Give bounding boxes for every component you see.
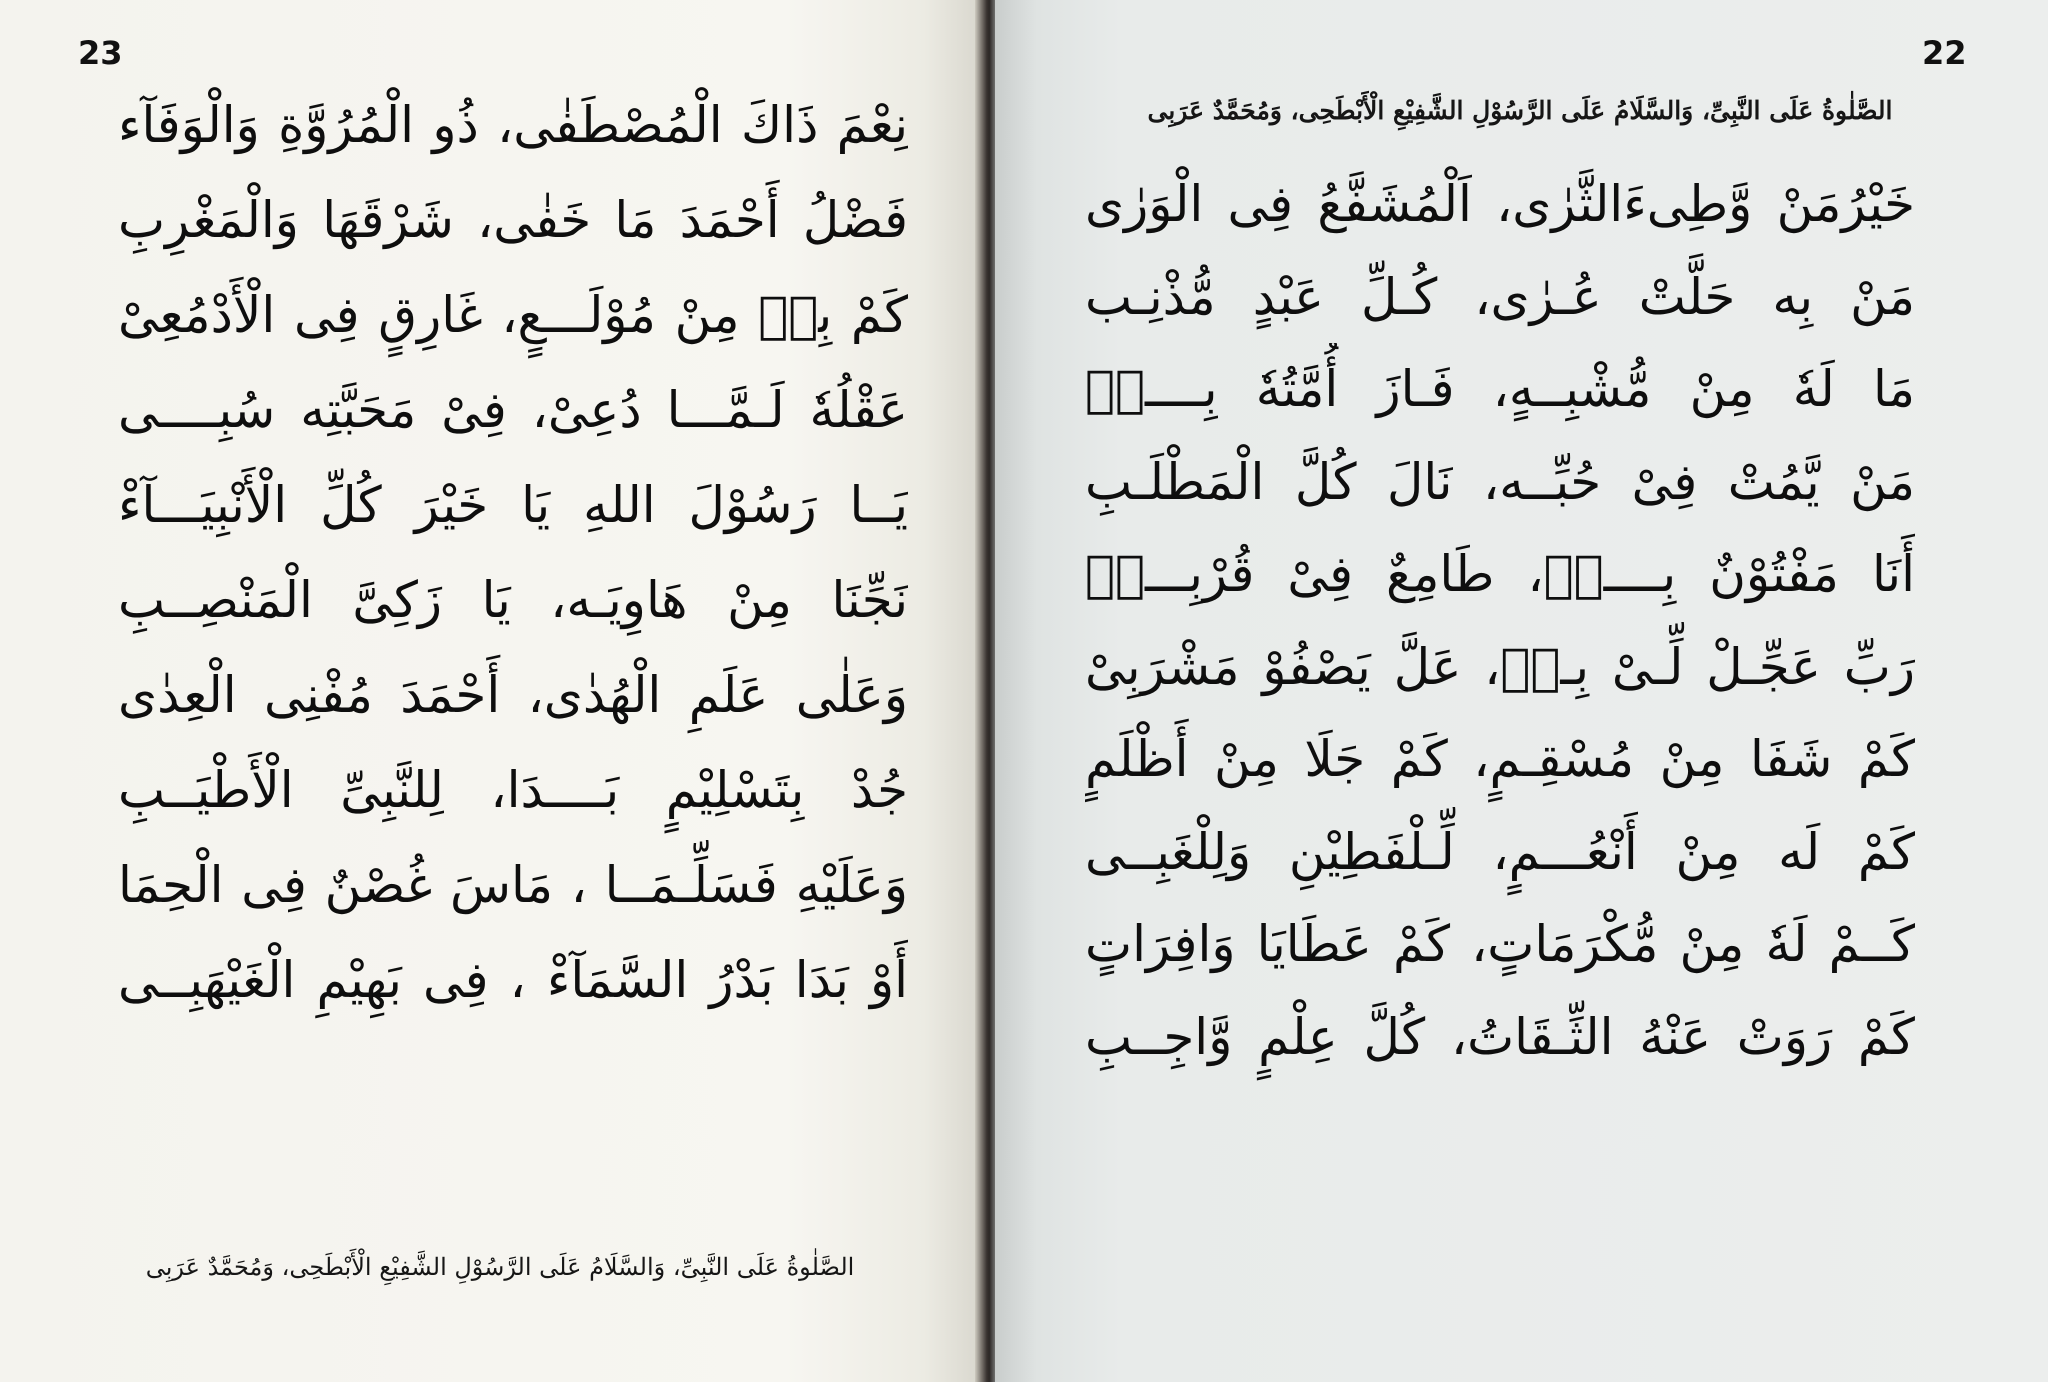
page-number-right: 22 xyxy=(1922,34,1967,72)
verse-line: رَبِّ عَجِّـلْ لِّـىْ بِـهٖ، عَلَّ يَصْفُوْ مَشْرَبِىْ xyxy=(1085,637,1915,696)
verse-line: مَنْ يَّمُتْ فِىْ حُبِّــه، نَالَ كُلَّ الْمَطْلَـبِ xyxy=(1085,452,1915,511)
verse-line: كَمْ شَفَا مِنْ مُسْقِـمٍ، كَمْ جَلَا مِنْ أَظْلَمٍ xyxy=(1085,730,1915,788)
verse-line: كَمْ لَه مِنْ أَنْعُـــمٍ، لِّـلْفَطِيْنِ وَلِلْغَبِــى xyxy=(1085,822,1915,881)
verse-line: نِعْمَ ذَاكَ الْمُصْطَفٰى، ذُو الْمُرُوَّةِ وَالْوَفَآء xyxy=(118,96,908,154)
left-page xyxy=(0,0,983,1382)
right-page-header: الصَّلٰوةُ عَلَى النَّبِىِّ، وَالسَّلَامُ عَلَى الرَّسُوْلِ الشَّفِيْعِ الْأَبْطَحِى، وَمُحَمَّدٌ عَرَبِى xyxy=(1147,96,1893,125)
left-page-footer: الصَّلٰوةُ عَلَى النَّبِىِّ، وَالسَّلَامُ عَلَى الرَّسُوْلِ الشَّفِيْعِ الْأَبْطَحِى، وَمُحَمَّدٌ عَرَبِى xyxy=(145,1253,855,1281)
verse-line: كَمْ بِهٖ مِنْ مُوْلَـــعٍ، غَارِقٍ فِى الْأَدْمُعِىْ xyxy=(118,286,908,344)
verse-line: كَمْ رَوَتْ عَنْهُ الثِّـقَاتُ، كُلَّ عِلْمٍ وَّاجِــبِ xyxy=(1085,1007,1915,1066)
left-page-verses xyxy=(118,78,908,1028)
verse-line: كَــمْ لَهٗ مِنْ مُّكْرَمَاتٍ، كَمْ عَطَايَا وَافِرَاتٍ xyxy=(1085,915,1915,973)
page-number-left: 23 xyxy=(78,34,123,72)
right-page-verses xyxy=(1085,158,1915,1083)
verse-line: خَيْرُمَنْ وَّطِىءَالثَّرٰى، اَلْمُشَفَّعُ فِى الْوَرٰى xyxy=(1085,175,1915,233)
verse-line: مَنْ بِه حَلَّتْ عُـرٰى، كُـلِّ عَبْدٍ مُّذْنِـب xyxy=(1085,267,1915,326)
verse-line: وَعَلَيْهِ فَسَلِّـمَــا ، مَاسَ غُصْنٌ فِى الْحِمَا xyxy=(118,856,908,914)
verse-line: فَضْلُ أَحْمَدَ مَا خَفٰى، شَرْقَهَا وَالْمَغْرِبِ xyxy=(118,191,908,249)
verse-line: أَوْ بَدَا بَدْرُ السَّمَآءْ ، فِى بَهِيْمِ الْغَيْهَبِــى xyxy=(118,951,908,1009)
verse-line: عَقْلُهٗ لَـمَّـــا دُعِىْ، فِىْ مَحَبَّتِه سُبِــــى xyxy=(118,381,908,439)
verse-line: يَــا رَسُوْلَ اللهِ يَا خَيْرَ كُلِّ الْأَنْبِيَـــآءْ xyxy=(118,476,908,534)
verse-line: مَا لَهٗ مِنْ مُّشْبِــهٍ، فَـازَ أُمَّتُهٗ بِــــهٖ xyxy=(1085,360,1915,418)
verse-line: أَنَا مَفْتُوْنٌ بِــــهٖ، طَامِعٌ فِىْ قُرْبِـــهٖ xyxy=(1085,545,1915,603)
verse-line: نَجِّنَا مِنْ هَاوِيَـه، يَا زَكِىَّ الْمَنْصِــبِ xyxy=(118,571,908,629)
verse-line: وَعَلٰى عَلَمِ الْهُدٰى، أَحْمَدَ مُفْنِى الْعِدٰى xyxy=(118,666,908,724)
verse-line: جُدْ بِتَسْلِيْمٍ بَــــدَا، لِلنَّبِىِّ الْأَطْيَــبِ xyxy=(118,761,908,819)
